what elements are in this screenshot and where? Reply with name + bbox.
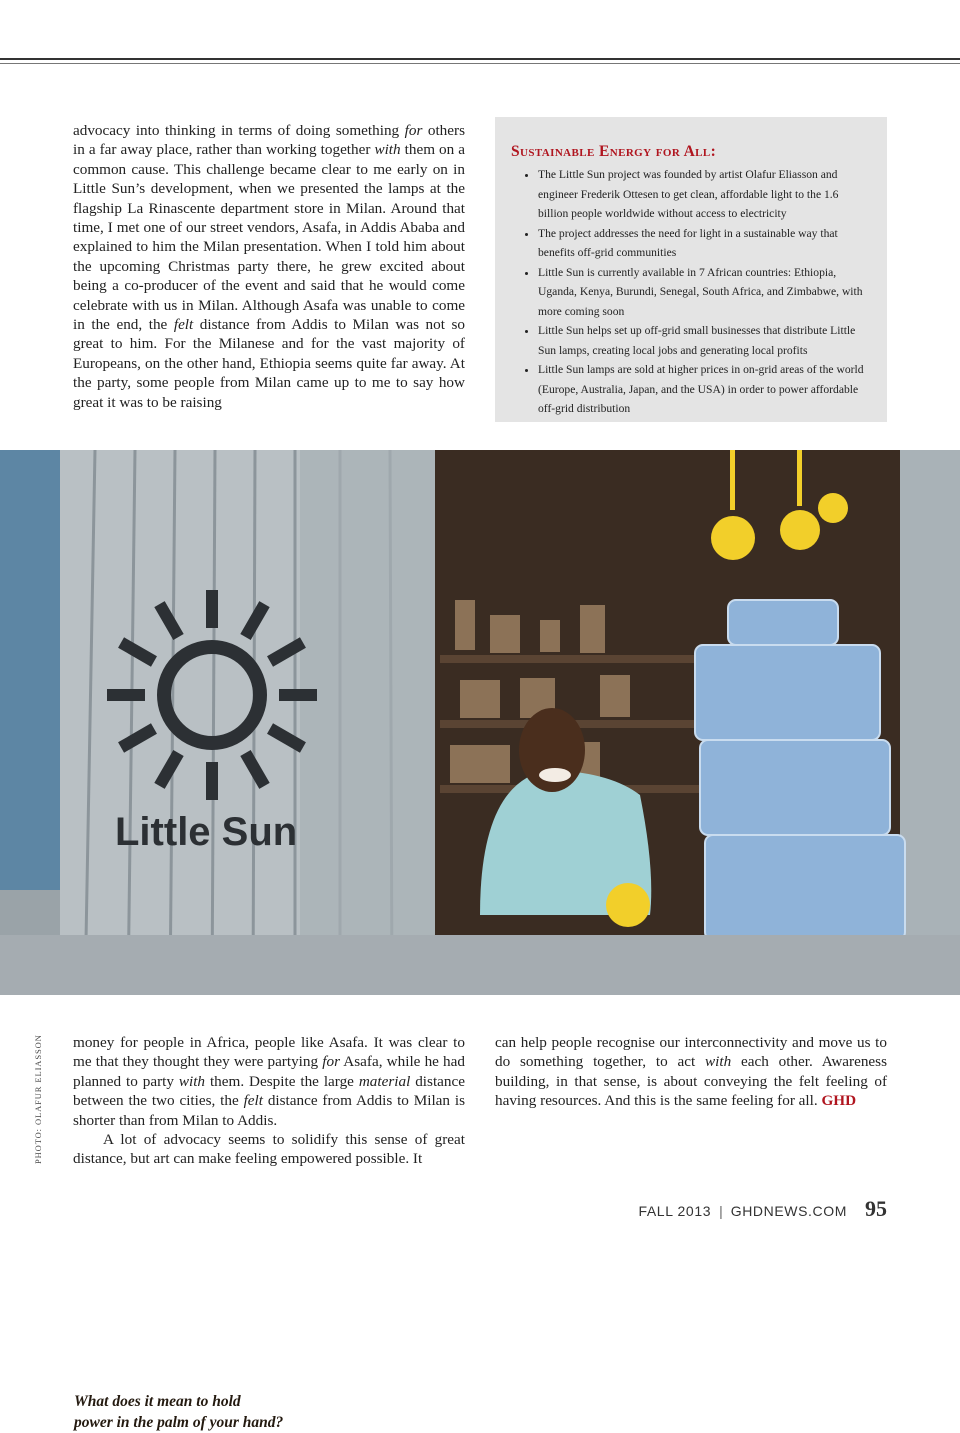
- site-link[interactable]: GHDNEWS.COM: [730, 1203, 847, 1219]
- article-paragraph: can help people recognise our interconnectivity and move us to do something together, to act with each other. Awareness building, in that sense, is about conveying the felt feeling of having resources. And this is the same feeling for all. GHD: [495, 1034, 887, 1110]
- article-paragraph: A lot of advocacy seems to solidify this sense of great distance, but art can make feeling empowered possible. It: [73, 1131, 465, 1168]
- header-rule-thick: [0, 58, 960, 60]
- footer-separator: |: [719, 1203, 723, 1219]
- photo-caption: [74, 1391, 374, 1433]
- ghd-end-mark: GHD: [821, 1092, 857, 1110]
- issue-label: FALL 2013: [638, 1203, 712, 1219]
- article-paragraph: advocacy into thinking in terms of doing something for others in a far away place, rather than working together with them on a common cause. This challenge became clear to me early on in Little Sun’s development, when we presented the lamps at the flagship La Rinascente department store in Milan. Around that time, I met one of our street vendors, Asafa, in Addis Ababa and explained to him the Milan presentation. When I told him about the upcoming Christmas party there, he grew excited about being a co-producer of the event and said that he would come celebrate with us in Milan. Although Asafa was unable to come in the end, the felt distance from Addis to Milan was not so great to him. For the Milanese and for the vast majority of Europeans, on the other hand, Ethiopia seems quite far away. At the party, some people from Milan came up to me to say how great it was to be raising: [73, 122, 465, 411]
- photo-credit: PHOTO: OLAFUR ELIASSON: [33, 1034, 43, 1164]
- sidebar-box: [495, 117, 887, 422]
- page-footer: [638, 1196, 887, 1222]
- caption-line: What does it mean to hold: [74, 1393, 241, 1410]
- article-paragraph: money for people in Africa, people like Asafa. It was clear to me that they thought they were partying for Asafa, while he had planned to party with them. Despite the large material distance between the two cities, the felt distance from Addis to Milan is shorter than from Milan to Addis.: [73, 1034, 465, 1129]
- sidebar-list: [511, 165, 871, 419]
- stencil-text: Little Sun: [115, 810, 298, 854]
- caption-line: power in the palm of your hand?: [74, 1414, 284, 1431]
- page-number: 95: [865, 1196, 887, 1221]
- sidebar-item: • Little Sun helps set up off-grid small businesses that distribute Little Sun lamps, creating local jobs and generating local profits: [538, 321, 871, 360]
- sidebar-item: • The Little Sun project was founded by artist Olafur Eliasson and engineer Frederik Ottesen to get clean, affordable light to the 1.6 billion people worldwide without access to electricity: [538, 165, 871, 224]
- article-column-top-left: [73, 121, 465, 417]
- sidebar-item: • Little Sun is currently available in 7 African countries: Ethiopia, Uganda, Kenya, Burundi, Senegal, South Africa, and Zimbabwe, with more coming soon: [538, 263, 871, 322]
- sidebar-item: • Little Sun lamps are sold at higher prices in on-grid areas of the world (Europe, Australia, Japan, and the USA) in order to power affordable off-grid distribution: [538, 360, 871, 419]
- article-column-bottom-right: [495, 1033, 887, 1111]
- article-column-bottom-left: [73, 1033, 465, 1169]
- sidebar-item: • The project addresses the need for light in a sustainable way that benefits off-grid communities: [538, 224, 871, 263]
- header-rule-thin: [0, 63, 960, 64]
- sidebar-title: Sustainable Energy for All:: [511, 143, 717, 160]
- shop-scene-illustration: [0, 450, 960, 995]
